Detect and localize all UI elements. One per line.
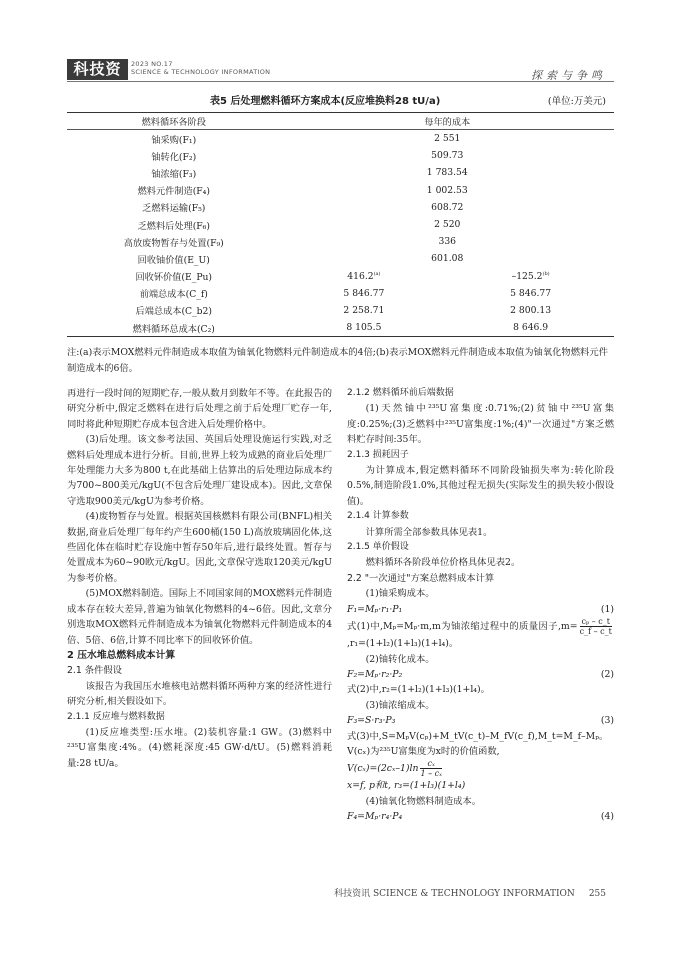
table-row <box>67 285 614 302</box>
cell-cost <box>281 199 614 216</box>
equation-body: F₁=Mₚ·r₁·P₁ <box>347 603 403 615</box>
equation-explanation <box>347 617 614 651</box>
table-row <box>67 250 614 267</box>
subsubsection-heading: 2.1.5 单价假设 <box>347 542 409 553</box>
journal-english-name: SCIENCE & TECHNOLOGY INFORMATION <box>131 68 271 76</box>
footer-journal: 科技资讯 SCIENCE & TECHNOLOGY INFORMATION <box>334 889 575 899</box>
equation-explanation: x=f, p和t, r₃=(1+l₃)(1+l₄) <box>347 780 466 792</box>
cost-value: 1 783.54 <box>426 167 468 179</box>
numerator: cₓ <box>420 759 442 769</box>
table-row <box>67 199 614 216</box>
denominator: c_f – c_t <box>579 627 612 637</box>
page-footer <box>334 886 606 899</box>
header-stage: 燃料循环各阶段 <box>67 113 281 130</box>
equation-number: (4) <box>600 811 614 823</box>
equation-number: (3) <box>600 715 614 727</box>
cost-value: 601.08 <box>431 253 464 265</box>
cell-stage: 燃料元件制造(F₄) <box>137 186 210 198</box>
subsubsection-heading: 2.1.4 计算参数 <box>347 511 409 522</box>
footnote-marker: (b) <box>542 270 550 277</box>
step-label: (1)铀采购成本。 <box>365 588 435 600</box>
cell-stage: 乏燃料后处理(F₆) <box>137 220 210 232</box>
cost-value: 2 551 <box>434 133 461 145</box>
cell-stage: 铀浓缩(F₃) <box>151 168 197 180</box>
cell-stage: 后端总成本(C_b2) <box>135 306 212 318</box>
issue-number: 2023 NO.17 <box>131 60 173 68</box>
cell-cost <box>281 233 614 250</box>
paragraph: 再进行一段时间的短期贮存,一般从数月到数年不等。在此报告的研究分析中,假定乏燃料在进行后处理之前于后处理厂贮存一年,同时将此种短期贮存成本包含进入后处理价格中。 <box>67 388 332 430</box>
numerator: cₚ – c_t <box>581 617 610 627</box>
cell-cost <box>281 147 614 164</box>
table-row <box>67 319 614 337</box>
equation-explanation: 式(3)中,S=MₚV(cₚ)+M_tV(c_t)–M_fV(c_f),M_t=M_f–Mₚ。 <box>347 730 609 742</box>
cell-cost <box>281 130 614 148</box>
cost-value: –125.2 <box>511 270 543 282</box>
equation-2 <box>347 667 614 682</box>
cell-cost <box>447 302 614 319</box>
left-column <box>67 386 332 771</box>
equation-number: (2) <box>600 668 614 680</box>
explanation-text: ,r₁=(1+l₂)(1+l₃)(1+l₄)。 <box>347 638 459 650</box>
table-body <box>67 130 614 337</box>
subsection-heading: 2.2 "一次通过"方案总燃料成本计算 <box>347 572 495 584</box>
cell-stage: 前端总成本(C_f) <box>139 289 208 301</box>
cost-value: 416.2 <box>347 270 374 282</box>
equation-body: F₃=S·r₃·P₃ <box>347 715 396 727</box>
cell-cost <box>281 319 448 337</box>
subsubsection-heading: 2.1.3 损耗因子 <box>347 449 409 460</box>
function-body: V(cₓ)=(2cₓ–1)ln <box>347 763 419 775</box>
cell-cost <box>281 216 614 233</box>
cell-cost <box>447 268 614 285</box>
fraction <box>580 617 612 636</box>
cost-value: 8 646.9 <box>513 322 549 334</box>
cost-value: 5 846.77 <box>510 287 552 299</box>
paragraph: (4)废物暂存与处置。根据英国核燃料有限公司(BNFL)相关数据,商业后处理厂每年约产生600桶(150 L)高放玻璃固化体,这些固化体在临时贮存设施中暂存50年后,进行最终处置。暂存与处置成本为60~90欧元/kgU。因此,文章保守选取120美元/kgU为参考价格。 <box>67 511 332 584</box>
column-name: 探索与争鸣 <box>531 69 606 82</box>
cost-value: 2 800.13 <box>510 304 552 316</box>
paragraph: 该报告为我国压水堆核电站燃料循环两种方案的经济性进行研究分析,相关假设如下。 <box>67 680 332 708</box>
denominator: 1 – cₓ <box>420 769 442 779</box>
section-heading: 2 压水堆总燃料成本计算 <box>67 649 176 661</box>
paragraph: 计算所需全部参数具体见表1。 <box>365 526 493 538</box>
cost-value: 1 002.53 <box>426 184 468 196</box>
equation-3 <box>347 713 614 728</box>
table-note: 注:(a)表示MOX燃料元件制造成本取值为铀氧化物燃料元件制造成本的4倍;(b)表示MOX燃料元件制造成本取值为铀氧化物燃料元件制造成本的6倍。 <box>67 347 608 374</box>
table-row <box>67 233 614 250</box>
paragraph: (3)后处理。该文参考法国、英国后处理设施运行实践,对乏燃料后处理成本进行分析。目前,世界上较为成熟的商业后处理厂年处理能力大多为800 t,在此基础上估算出的后处理边际成本约为700~800美元/kgU(不包含后处理厂建设成本)。因此,文章保守选取900美元/kgU为参考价格。 <box>67 434 332 507</box>
header-cost: 每年的成本 <box>281 113 614 130</box>
header-divider <box>67 81 614 82</box>
journal-logo: 科技资讯 <box>67 59 128 80</box>
table-row <box>67 216 614 233</box>
equation-4 <box>347 809 614 824</box>
table-row <box>67 302 614 319</box>
cell-cost <box>281 250 614 267</box>
cost-value: 336 <box>438 236 457 248</box>
cell-stage: 回收铀价值(E_U) <box>137 254 210 266</box>
cost-value: 509.73 <box>431 150 464 162</box>
subsubsection-heading: 2.1.2 燃料循环前后端数据 <box>347 388 454 398</box>
equation-number: (1) <box>600 603 614 615</box>
cost-table <box>67 112 614 337</box>
paragraph: (1)天然铀中²³⁵U富集度:0.71%;(2)贫铀中²³⁵U富集度:0.25%;(3)乏燃料中²³⁵U富集度:1%;(4)"一次通过"方案乏燃料贮存时间:35年。 <box>347 403 614 446</box>
paragraph: (5)MOX燃料制造。国际上不同国家间的MOX燃料元件制造成本存在较大差异,普遍为铀氧化物燃料的4~6倍。因此,文章分别选取MOX燃料元件制造成本为铀氧化物燃料元件制造成本的4倍、5倍、6倍,计算不同比率下的回收钚价值。 <box>67 588 332 646</box>
page-number: 255 <box>588 889 606 899</box>
value-function <box>347 759 614 778</box>
explanation-text: 式(1)中,Mₚ=Mₚ·m,m为铀浓缩过程中的质量因子,m= <box>347 621 578 633</box>
table-unit: (单位:万美元) <box>547 96 606 107</box>
equation-explanation: 式(2)中,r₂=(1+l₂)(1+l₃)(1+l₄)。 <box>347 684 490 696</box>
footnote-marker: (a) <box>373 270 381 277</box>
table-row <box>67 182 614 199</box>
cost-value: 2 258.71 <box>343 304 385 316</box>
cell-cost <box>281 164 614 181</box>
cell-stage: 高放废物暂存与处置(F₉) <box>123 237 224 249</box>
cell-cost <box>281 285 448 302</box>
cell-stage: 燃料循环总成本(C₂) <box>67 319 281 337</box>
cell-cost <box>281 182 614 199</box>
paragraph: 燃料循环各阶段单位价格具体见表2。 <box>365 557 521 569</box>
right-column <box>347 386 614 825</box>
table-row <box>67 164 614 181</box>
equation-body: F₄=Mₚ·r₄·P₄ <box>347 811 403 823</box>
table-title: 表5 后处理燃料循环方案成本(反应堆换料28 tU/a) <box>210 96 441 107</box>
cost-value: 608.72 <box>431 201 464 213</box>
equation-1 <box>347 602 614 617</box>
table-row <box>67 147 614 164</box>
table-header-row <box>67 113 614 130</box>
cost-value: 8 105.5 <box>346 322 382 334</box>
subsubsection-heading: 2.1.1 反应堆与燃料数据 <box>67 711 165 722</box>
table-row <box>67 268 614 285</box>
cell-stage: 铀转化(F₂) <box>151 151 197 163</box>
fraction <box>420 759 442 778</box>
cell-cost <box>281 302 448 319</box>
step-label: (4)铀氧化物燃料制造成本。 <box>365 795 482 807</box>
cell-cost <box>281 268 448 285</box>
cell-stage: 铀采购(F₁) <box>151 134 197 146</box>
cell-cost <box>447 285 614 302</box>
cost-value: 5 846.77 <box>343 287 385 299</box>
step-label: (2)铀转化成本。 <box>365 653 435 665</box>
table-row <box>67 130 614 148</box>
subsection-heading: 2.1 条件假设 <box>67 665 122 677</box>
cell-cost <box>447 319 614 337</box>
equation-body: F₂=Mₚ·r₂·P₂ <box>347 668 403 680</box>
cell-stage: 乏燃料运输(F₅) <box>142 203 206 215</box>
journal-issue-block <box>131 60 270 76</box>
paragraph: 为计算成本,假定燃料循环不同阶段铀损失率为:转化阶段0.5%,制造阶段1.0%,其他过程无损失(实际发生的损失较小假设值)。 <box>347 465 614 507</box>
step-label: (3)铀浓缩成本。 <box>365 699 435 711</box>
cell-stage: 回收钚价值(E_Pu) <box>135 272 213 284</box>
cost-value: 2 520 <box>434 219 461 231</box>
equation-explanation: V(cₓ)为²³⁵U富集度为x时的价值函数, <box>347 745 500 757</box>
paragraph: (1)反应堆类型:压水堆。(2)装机容量:1 GW。(3)燃料中²³⁵U富集度:4%。(4)燃耗深度:45 GW·d/tU。(5)燃料消耗量:28 tU/a。 <box>67 726 332 769</box>
